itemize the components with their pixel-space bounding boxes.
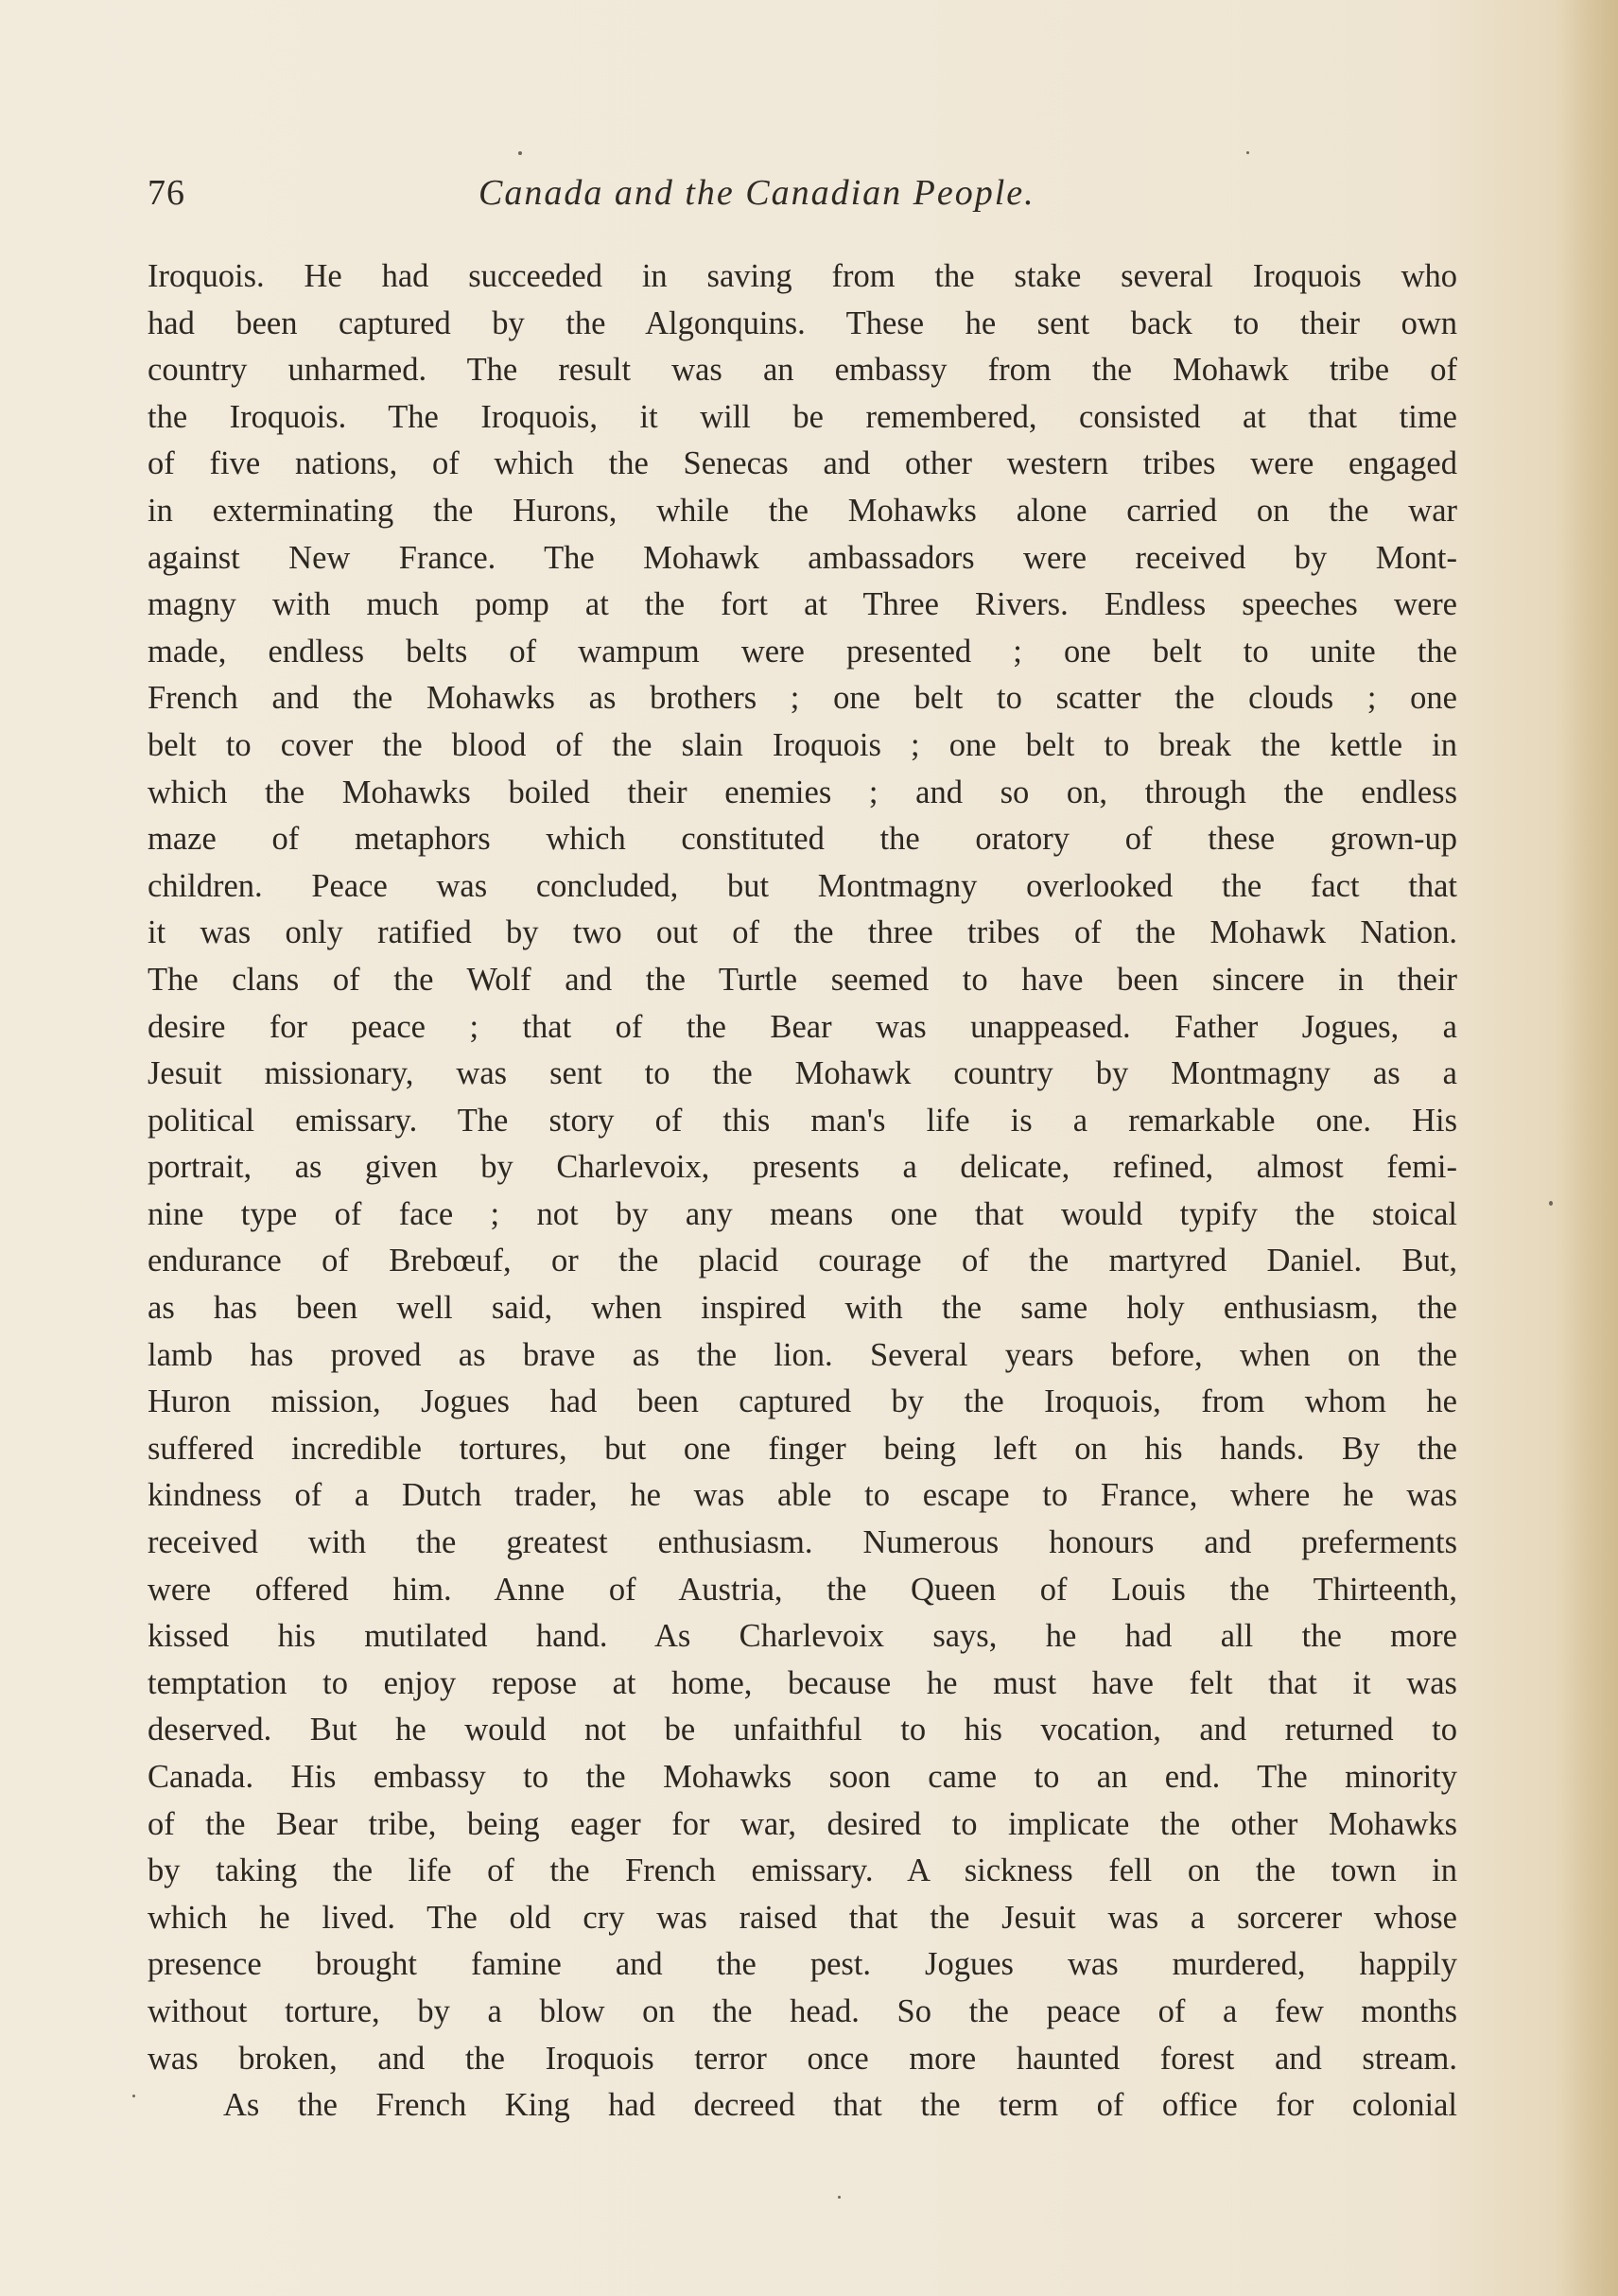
page-edge-shadow bbox=[1561, 0, 1618, 2296]
text-line: of the Bear tribe, being eager for war, desired to implicate the other Mohawks bbox=[148, 1805, 1457, 1842]
text-line: kissed his mutilated hand. As Charlevoix says, he had all the more bbox=[148, 1618, 1457, 1655]
paper-speck bbox=[838, 2196, 841, 2199]
text-line: were offered him. Anne of Austria, the Queen of Louis the Thirteenth, bbox=[148, 1571, 1457, 1608]
text-line: Iroquois. He had succeeded in saving from the stake several Iroquois who bbox=[148, 258, 1457, 294]
text-line: desire for peace ; that of the Bear was unappeased. Father Jogues, a bbox=[148, 1008, 1457, 1045]
text-line: maze of metaphors which constituted the oratory of these grown-up bbox=[148, 821, 1457, 858]
body-text bbox=[148, 253, 1457, 2130]
text-line: it was only ratified by two out of the three tribes of the Mohawk Nation. bbox=[148, 914, 1457, 951]
text-line: Huron mission, Jogues had been captured by the Iroquois, from whom he bbox=[148, 1383, 1457, 1420]
page-number: 76 bbox=[148, 173, 185, 213]
text-line: country unharmed. The result was an embassy from the Mohawk tribe of bbox=[148, 352, 1457, 389]
text-line: as has been well said, when inspired with the same holy enthusiasm, the bbox=[148, 1290, 1457, 1327]
text-line: political emissary. The story of this man's life is a remarkable one. His bbox=[148, 1102, 1457, 1139]
paper-speck bbox=[1246, 151, 1249, 154]
text-line: temptation to enjoy repose at home, because he must have felt that it was bbox=[148, 1664, 1457, 1701]
text-line: children. Peace was concluded, but Montmagny overlooked the fact that bbox=[148, 867, 1457, 904]
text-line: which the Mohawks boiled their enemies ; and so on, through the endless bbox=[148, 774, 1457, 810]
text-line: made, endless belts of wampum were presented ; one belt to unite the bbox=[148, 633, 1457, 670]
text-line: received with the greatest enthusiasm. Numerous honours and preferments bbox=[148, 1524, 1457, 1561]
text-line: lamb has proved as brave as the lion. Several years before, when on the bbox=[148, 1336, 1457, 1373]
text-line: deserved. But he would not be unfaithful to his vocation, and returned to bbox=[148, 1712, 1457, 1748]
text-line: magny with much pomp at the fort at Three Rivers. Endless speeches were bbox=[148, 586, 1457, 623]
text-line: was broken, and the Iroquois terror once more haunted forest and stream. bbox=[148, 2040, 1457, 2077]
text-line: nine type of face ; not by any means one that would typify the stoical bbox=[148, 1195, 1457, 1232]
text-line: the Iroquois. The Iroquois, it will be remembered, consisted at that time bbox=[148, 398, 1457, 435]
paper-speck bbox=[1549, 1201, 1553, 1206]
text-line: The clans of the Wolf and the Turtle seemed to have been sincere in their bbox=[148, 961, 1457, 998]
text-line: had been captured by the Algonquins. These he sent back to their own bbox=[148, 304, 1457, 341]
paragraph-start-line: As the French King had decreed that the term of office for colonial bbox=[223, 2087, 1457, 2124]
text-line: by taking the life of the French emissary. A sickness fell on the town in bbox=[148, 1852, 1457, 1889]
text-line: portrait, as given by Charlevoix, presents a delicate, refined, almost femi- bbox=[148, 1149, 1457, 1186]
text-line: presence brought famine and the pest. Jogues was murdered, happily bbox=[148, 1946, 1457, 1983]
page-header bbox=[148, 172, 1453, 229]
text-line: suffered incredible tortures, but one finger being left on his hands. By the bbox=[148, 1430, 1457, 1467]
running-head: Canada and the Canadian People. bbox=[478, 173, 1035, 213]
text-line: Jesuit missionary, was sent to the Mohawk country by Montmagny as a bbox=[148, 1055, 1457, 1092]
text-line: endurance of Brebœuf, or the placid courage of the martyred Daniel. But, bbox=[148, 1243, 1457, 1279]
text-line: of five nations, of which the Senecas and other western tribes were engaged bbox=[148, 445, 1457, 482]
text-line: kindness of a Dutch trader, he was able to escape to France, where he was bbox=[148, 1477, 1457, 1514]
paper-speck bbox=[132, 2095, 135, 2097]
paper-speck bbox=[518, 151, 522, 155]
text-line: belt to cover the blood of the slain Iroquois ; one belt to break the kettle in bbox=[148, 726, 1457, 763]
text-line: Canada. His embassy to the Mohawks soon came to an end. The minority bbox=[148, 1759, 1457, 1795]
text-line: French and the Mohawks as brothers ; one belt to scatter the clouds ; one bbox=[148, 680, 1457, 717]
text-line: without torture, by a blow on the head. So the peace of a few months bbox=[148, 1992, 1457, 2029]
text-line: against New France. The Mohawk ambassadors were received by Mont- bbox=[148, 539, 1457, 576]
text-line: in exterminating the Hurons, while the Mohawks alone carried on the war bbox=[148, 492, 1457, 529]
text-line: which he lived. The old cry was raised that the Jesuit was a sorcerer whose bbox=[148, 1899, 1457, 1936]
